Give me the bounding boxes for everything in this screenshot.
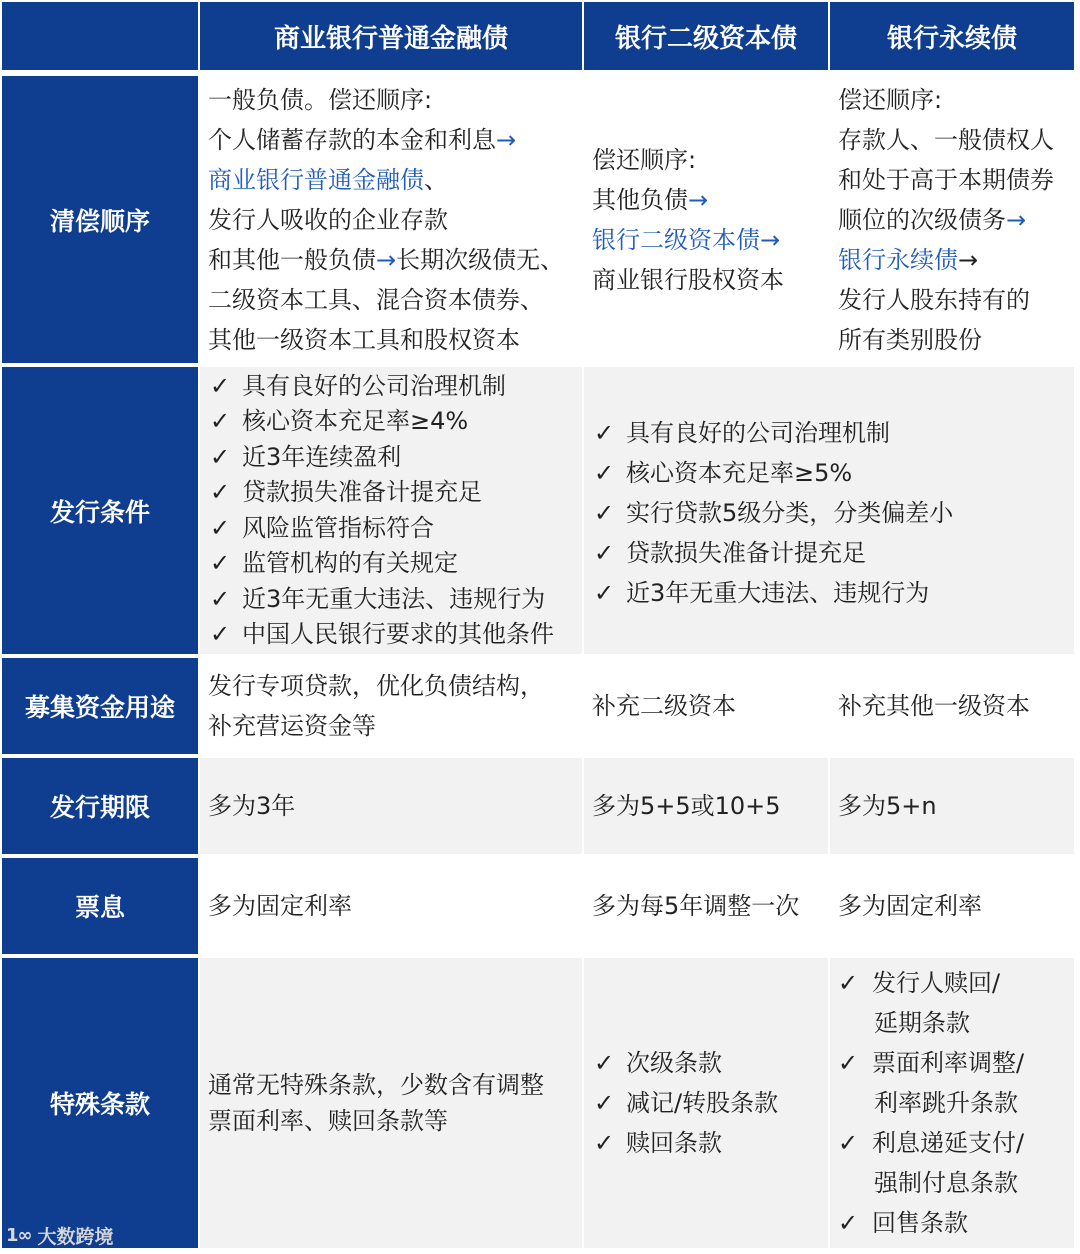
text-line: 多为3年 bbox=[208, 792, 296, 820]
repayment-tier2-bond bbox=[584, 76, 828, 363]
text-line: 偿还顺序: bbox=[592, 145, 697, 174]
check-item-text: 近3年连续盈利 bbox=[242, 442, 402, 471]
header-corner bbox=[2, 2, 198, 70]
check-item-text: 次级条款 bbox=[626, 1049, 722, 1077]
check-item-text: 利息递延支付/ bbox=[872, 1129, 1025, 1157]
text-line: 票面利率、赎回条款等 bbox=[208, 1107, 448, 1135]
check-icon: ✓ bbox=[210, 407, 231, 435]
check-icon: ✓ bbox=[838, 1049, 859, 1077]
arrow-icon: → bbox=[760, 225, 781, 254]
check-item bbox=[594, 533, 1074, 573]
text-line: 补充营运资金等 bbox=[208, 712, 376, 740]
watermark-text: 大数跨境 bbox=[37, 1226, 114, 1248]
text-line: 发行专项贷款，优化负债结构， bbox=[208, 672, 544, 700]
watermark bbox=[6, 1222, 114, 1249]
check-item-text: 中国人民银行要求的其他条件 bbox=[242, 620, 554, 648]
check-item bbox=[210, 404, 582, 440]
text-line: 偿还顺序: bbox=[838, 85, 943, 114]
text-line: 二级资本工具、混合资本债券、 bbox=[208, 285, 544, 314]
check-item bbox=[594, 1043, 828, 1083]
check-icon: ✓ bbox=[594, 1049, 615, 1077]
usage-perpetual-bond bbox=[830, 658, 1074, 754]
text-line: 补充其他一级资本 bbox=[838, 692, 1030, 720]
check-icon: ✓ bbox=[838, 1129, 859, 1157]
row-label-coupon: 票息 bbox=[2, 858, 198, 954]
usage-tier2-bond bbox=[584, 658, 828, 754]
text-line: 多为固定利率 bbox=[838, 892, 982, 920]
conditions-ordinary-bond bbox=[200, 367, 582, 654]
check-icon: ✓ bbox=[594, 1129, 615, 1157]
text-line: 商业银行股权资本 bbox=[592, 265, 784, 294]
arrow-icon: → bbox=[688, 185, 709, 214]
check-icon: ✓ bbox=[594, 459, 615, 487]
check-item bbox=[210, 475, 582, 511]
check-item bbox=[594, 413, 1074, 453]
check-item-text: 具有良好的公司治理机制 bbox=[242, 371, 506, 400]
special-tier2-bond bbox=[584, 958, 828, 1248]
check-item-text: 近3年无重大违法、违规行为 bbox=[242, 584, 546, 613]
check-item-continuation: 利率跳升条款 bbox=[874, 1089, 1018, 1117]
text-line: 多为5+n bbox=[838, 792, 937, 820]
text-line bbox=[208, 120, 582, 160]
check-icon: ✓ bbox=[838, 969, 859, 997]
check-icon: ✓ bbox=[594, 539, 615, 567]
check-item bbox=[838, 1043, 1074, 1083]
text-line: 发行人股东持有的 bbox=[838, 285, 1030, 314]
conditions-tier2-and-perpetual bbox=[584, 367, 1074, 654]
text-line: 一般负债。偿还顺序: bbox=[208, 85, 433, 114]
check-icon: ✓ bbox=[210, 371, 231, 400]
check-item-text: 发行人赎回/ bbox=[872, 969, 1001, 997]
highlight-text: 银行二级资本债 bbox=[592, 225, 760, 254]
row-label-term: 发行期限 bbox=[2, 758, 198, 854]
check-item bbox=[210, 440, 582, 476]
row-label-usage: 募集资金用途 bbox=[2, 658, 198, 754]
term-tier2-bond bbox=[584, 758, 828, 854]
check-item bbox=[838, 1203, 1074, 1243]
check-item bbox=[594, 493, 1074, 533]
check-icon: ✓ bbox=[210, 584, 231, 613]
check-item bbox=[210, 582, 582, 618]
text-line bbox=[592, 220, 828, 260]
text-line bbox=[838, 200, 1074, 240]
text-fragment: 其他负债 bbox=[592, 185, 688, 214]
text-line: 所有类别股份 bbox=[838, 325, 982, 354]
special-ordinary-bond bbox=[200, 958, 582, 1248]
text-line: 其他一级资本工具和股权资本 bbox=[208, 325, 520, 354]
row-label-repayment: 清偿顺序 bbox=[2, 76, 198, 363]
check-item bbox=[210, 511, 582, 547]
check-item bbox=[210, 369, 582, 405]
text-line bbox=[208, 240, 582, 280]
check-item bbox=[594, 1123, 828, 1163]
text-line bbox=[592, 180, 828, 220]
text-line: 多为每5年调整一次 bbox=[592, 892, 800, 920]
row-label-special: 特殊条款 bbox=[2, 958, 198, 1248]
text-line bbox=[208, 160, 582, 200]
highlight-text: 银行永续债 bbox=[838, 245, 958, 274]
arrow-icon: → bbox=[496, 125, 517, 154]
text-line: 多为5+5或10+5 bbox=[592, 792, 781, 820]
check-item-text: 监管机构的有关规定 bbox=[242, 549, 458, 577]
term-ordinary-bond bbox=[200, 758, 582, 854]
check-item-text: 减记/转股条款 bbox=[626, 1089, 779, 1117]
text-fragment: 和其他一般负债 bbox=[208, 245, 376, 274]
check-item-continuation: 强制付息条款 bbox=[874, 1169, 1018, 1197]
text-fragment: 个人储蓄存款的本金和利息 bbox=[208, 125, 496, 154]
check-item bbox=[594, 573, 1074, 613]
repayment-ordinary-bond bbox=[200, 76, 582, 363]
special-perpetual-bond bbox=[830, 958, 1074, 1248]
arrow-icon: → bbox=[376, 245, 397, 274]
check-icon: ✓ bbox=[594, 579, 615, 607]
check-icon: ✓ bbox=[594, 1089, 615, 1117]
coupon-perpetual-bond bbox=[830, 858, 1074, 954]
check-item bbox=[594, 1083, 828, 1123]
check-icon: ✓ bbox=[210, 478, 231, 506]
text-line: 多为固定利率 bbox=[208, 892, 352, 920]
text-line: 补充二级资本 bbox=[592, 692, 736, 720]
check-item-text: 贷款损失准备计提充足 bbox=[626, 539, 866, 567]
arrow-icon: → bbox=[958, 245, 979, 274]
check-item-text: 实行贷款5级分类，分类偏差小 bbox=[626, 499, 954, 527]
check-icon: ✓ bbox=[210, 513, 231, 542]
check-item-text: 具有良好的公司治理机制 bbox=[626, 419, 890, 447]
header-col-ordinary-bond: 商业银行普通金融债 bbox=[200, 2, 582, 70]
check-icon: ✓ bbox=[594, 499, 615, 527]
check-item-text: 贷款损失准备计提充足 bbox=[242, 478, 482, 506]
check-item bbox=[210, 546, 582, 582]
text-line: 发行人吸收的企业存款 bbox=[208, 205, 448, 234]
coupon-ordinary-bond bbox=[200, 858, 582, 954]
header-col-perpetual-bond: 银行永续债 bbox=[830, 2, 1074, 70]
check-item bbox=[838, 1123, 1074, 1163]
text-line bbox=[838, 240, 1074, 280]
check-icon: ✓ bbox=[838, 1209, 859, 1237]
check-item bbox=[210, 617, 582, 653]
check-item-continuation: 延期条款 bbox=[874, 1009, 970, 1037]
check-item-text: 核心资本充足率≥4% bbox=[242, 407, 469, 435]
usage-ordinary-bond bbox=[200, 658, 582, 754]
repayment-perpetual-bond bbox=[830, 76, 1074, 363]
check-item bbox=[594, 453, 1074, 493]
check-item-text: 回售条款 bbox=[872, 1209, 968, 1237]
check-item-text: 票面利率调整/ bbox=[872, 1049, 1025, 1077]
text-line: 和处于高于本期债券 bbox=[838, 165, 1054, 194]
check-item-text: 近3年无重大违法、违规行为 bbox=[626, 579, 930, 607]
check-icon: ✓ bbox=[210, 549, 231, 577]
row-label-conditions: 发行条件 bbox=[2, 367, 198, 654]
highlight-text: 商业银行普通金融债 bbox=[208, 165, 424, 194]
text-fragment: 长期次级债无、 bbox=[396, 245, 565, 274]
check-item-text: 赎回条款 bbox=[626, 1129, 722, 1157]
text-line: 通常无特殊条款，少数含有调整 bbox=[208, 1071, 544, 1099]
watermark-logo-icon: 1∞ bbox=[6, 1225, 32, 1246]
check-icon: ✓ bbox=[210, 442, 231, 471]
header-col-tier2-bond: 银行二级资本债 bbox=[584, 2, 828, 70]
term-perpetual-bond bbox=[830, 758, 1074, 854]
check-item bbox=[838, 963, 1074, 1003]
text-fragment: 顺位的次级债务 bbox=[838, 205, 1006, 234]
arrow-icon: → bbox=[1006, 205, 1027, 234]
check-item-text: 风险监管指标符合 bbox=[242, 513, 434, 542]
text-line: 存款人、一般债权人 bbox=[838, 125, 1054, 154]
check-icon: ✓ bbox=[210, 620, 231, 648]
check-icon: ✓ bbox=[594, 419, 615, 447]
check-item-text: 核心资本充足率≥5% bbox=[626, 459, 853, 487]
coupon-tier2-bond bbox=[584, 858, 828, 954]
text-fragment: 、 bbox=[424, 165, 448, 194]
